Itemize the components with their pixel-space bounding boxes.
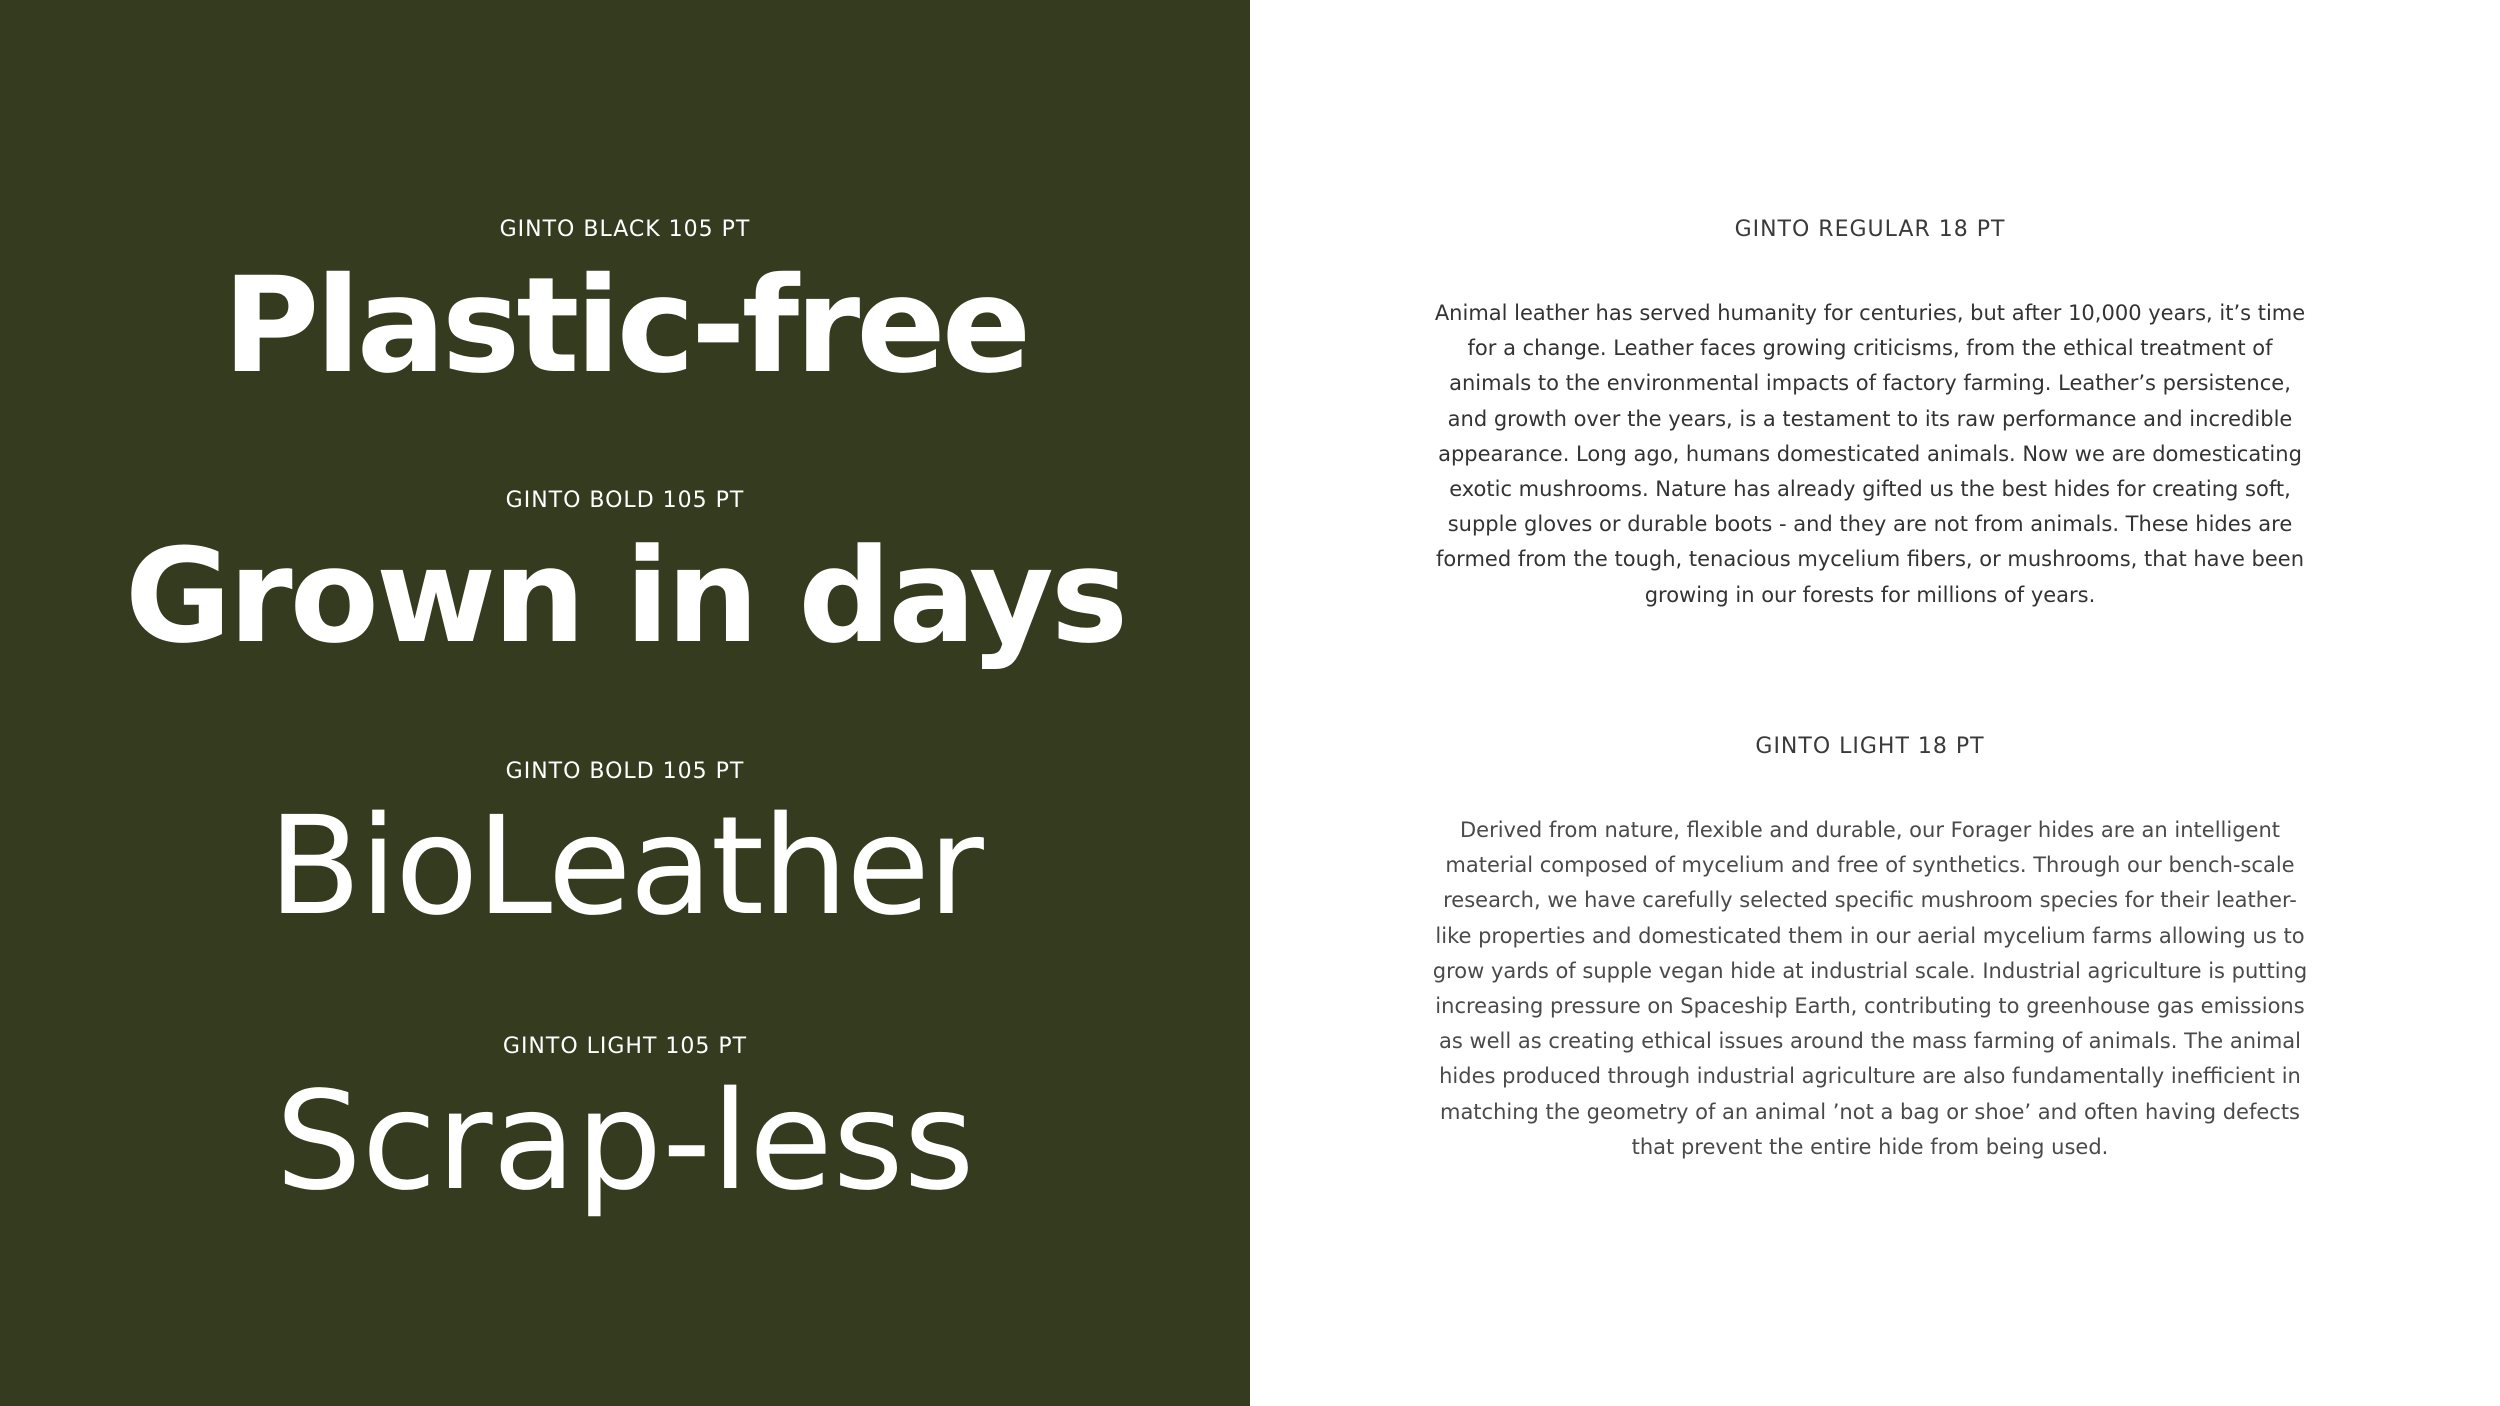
sample-scrap-less: Scrap-less xyxy=(275,1063,975,1221)
spec-label-black: GINTO BLACK 105 PT xyxy=(499,217,751,242)
spec-label-bold-2: GINTO BOLD 105 PT xyxy=(505,759,745,784)
regular-spec-label: GINTO REGULAR 18 PT xyxy=(1734,217,2006,242)
light-body-paragraph: Derived from nature, flexible and durable, our Forager hides are an intelligent material composed of mycelium and free of synthetics. Through our bench-scale research, we have carefully selected specific mushroom species for their leather-like properties and domesticated them in our aerial mycelium farms allowing us to grow yards of supple vegan hide at industrial scale. Industrial agriculture is putting increasing pressure on Spaceship Earth, contributing to greenhouse gas emissions as well as creating ethical issues around the mass farming of animals. The animal hides produced through industrial agriculture are also fundamentally inefficient in matching the geometry of an animal ’not a bag or shoe’ and often having defects that prevent the entire hide from being used. xyxy=(1432,818,2308,1159)
sample-plastic-free: Plastic-free xyxy=(222,249,1028,403)
spec-label-light: GINTO LIGHT 105 PT xyxy=(502,1034,748,1059)
light-spec-label: GINTO LIGHT 18 PT xyxy=(1755,734,1985,759)
sample-bioleather: BioLeather xyxy=(268,788,982,946)
spec-label-bold-1: GINTO BOLD 105 PT xyxy=(505,488,745,513)
regular-body-paragraph: Animal leather has served humanity for centuries, but after 10,000 years, it’s time for a change. Leather faces growing criticisms, from the ethical treatment of animals to the environmental impacts of factory farming. Leather’s persistence, and growth over the years, is a testament to its raw performance and incredible appearance. Long ago, humans domesticated animals. Now we are domesticating exotic mushrooms. Nature has already gifted us the best hides for creating soft, supple gloves or durable boots - and they are not from animals. These hides are formed from the tough, tenacious mycelium fibers, or mushrooms, that have been growing in our forests for millions of years. xyxy=(1434,301,2306,607)
right-panel xyxy=(1250,0,2500,1406)
sample-grown-in-days: Grown in days xyxy=(124,520,1126,672)
